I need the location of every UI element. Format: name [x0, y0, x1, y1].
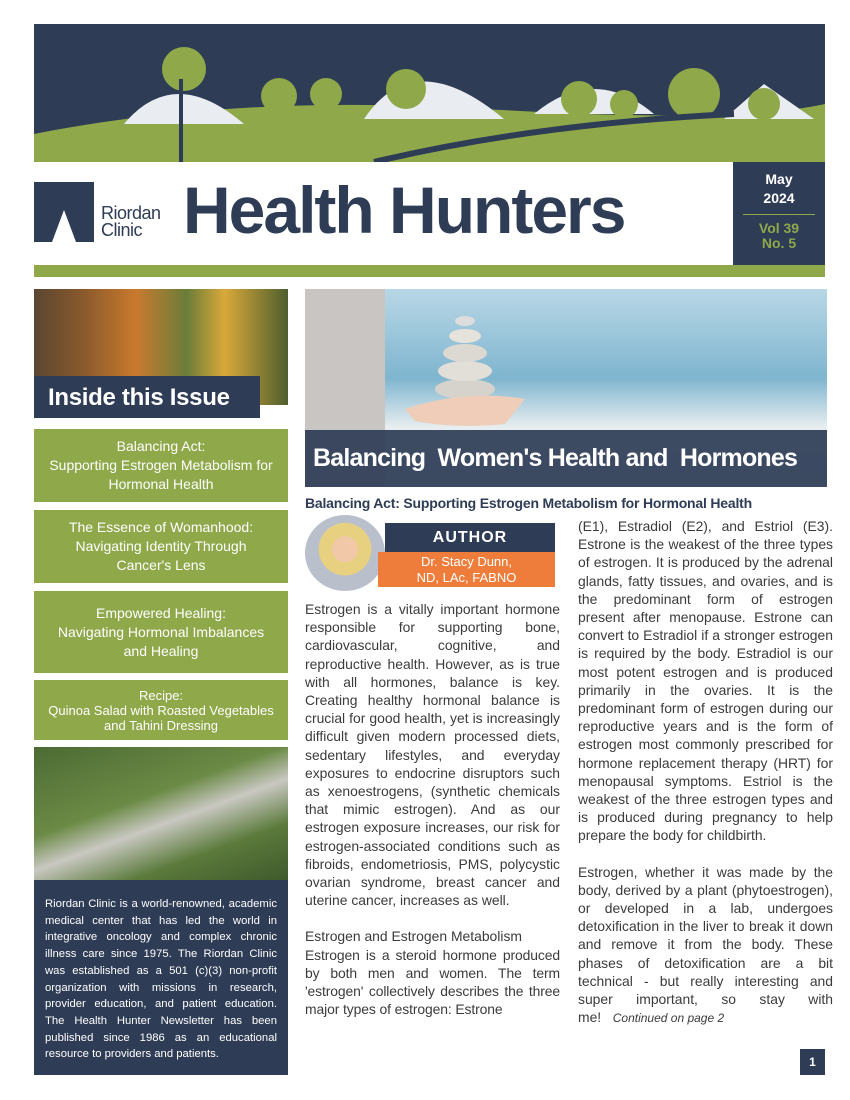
- section-heading: Estrogen and Estrogen Metabolism: [305, 928, 522, 945]
- article-column-1: [305, 600, 560, 1036]
- article-column-2: [578, 517, 833, 1045]
- logo-line1: Riordan: [101, 203, 161, 223]
- article-paragraph: Estrogen is a vitally important hormone responsible for supporting bone, cardiovascular, cognitive, and reproductive health. However, as is true with all hormones, balance is key. Creating healthy hormonal balance is crucial for good health, yet is increasingly difficult given modern processed diets, sedentary lifestyles, and everyday exposures to endocrine disruptors such as xenoestrogens, (synthetic chemicals that mimic estrogen). And as our estrogen exposure increases, our risk for estrogen-associated conditions such as fibroids, endometriosis, PMS, polycystic ovarian syndrome, breast cancer and uterine cancer, increases as well.: [305, 601, 560, 909]
- issue-volume: Vol 39: [758, 220, 800, 236]
- author-credentials: ND, LAc, FABNO: [416, 570, 517, 585]
- riordan-logo-mark: [34, 182, 94, 242]
- issue-number: No. 5: [761, 235, 797, 251]
- toc-title: Empowered Healing:: [96, 604, 226, 621]
- issue-date-box: [733, 162, 825, 265]
- toc-title: Balancing Act:: [116, 438, 206, 454]
- author-name: Dr. Stacy Dunn,: [420, 554, 513, 569]
- article-subtitle: Balancing Act: Supporting Estrogen Metabolism for Hormonal Health: [305, 495, 752, 511]
- toc-subtitle: Navigating Identity Through Cancer's Lens: [75, 538, 247, 573]
- about-clinic-text: Riordan Clinic is a world-renowned, academic medical center that has led the world in integrative oncology and complex chronic illness care since 1975. The Riordan Clinic was established as a 501 (c)(3) non-profit organization with missions in research, provider education, and patient education. The Health Hunter Newsletter has been published since 1986 as an educational resource to providers and patients.: [34, 880, 288, 1075]
- toc-title: The Essence of Womanhood:: [68, 519, 254, 535]
- issue-month: May: [765, 171, 793, 187]
- toc-subtitle: Quinoa Salad with Roasted Vegetables and Tahini Dressing: [48, 702, 274, 733]
- hero-title: Balancing Women's Health and Hormones: [305, 430, 827, 487]
- toc-item-empowered-healing[interactable]: [34, 591, 288, 673]
- toc-title: Recipe:: [138, 687, 184, 703]
- page-number: 1: [800, 1049, 825, 1075]
- toc-subtitle: Supporting Estrogen Metabolism for Hormonal Health: [49, 457, 273, 492]
- toc-subtitle: Navigating Hormonal Imbalances and Healing: [57, 623, 265, 659]
- toc-item-balancing-act[interactable]: [34, 429, 288, 502]
- author-label: AUTHOR: [385, 523, 555, 552]
- article-paragraph: (E1), Estradiol (E2), and Estriol (E3). Estrone is the weakest of the three types of estrogen. It is produced by the adrenal glands, fatty tissues, and ovaries, and is the predominant form of estrogen present after menopause. Estrone can convert to Estradiol if a stronger estrogen is required by the body. Estradiol is our most potent estrogen and is produced primarily in the ovaries. It is the predominant form of estrogen during our reproductive years and is the form of estrogen most commonly prescribed for hormone replacement therapy (HRT) for menopausal symptoms. Estriol is the weakest of the three estrogen types and is produced during pregnancy to help prepare the body for childbirth.: [578, 518, 833, 844]
- author-photo: [305, 515, 385, 591]
- toc-item-essence-womanhood[interactable]: [34, 510, 288, 583]
- newsletter-title: Health Hunters: [183, 173, 625, 247]
- inside-issue-heading: Inside this Issue: [34, 376, 260, 418]
- article-paragraph: [578, 863, 833, 1028]
- continued-link[interactable]: Continued on page 2: [612, 1011, 725, 1026]
- paragraph-text: Estrogen, whether it was made by the body, derived by a plant (phytoestrogen), or developed in a lab, undergoes detoxification in the liver to break it down and remove it from the body. These phases of detoxification are a bit technical - but really interesting and super important, so stay with me!: [578, 863, 833, 1026]
- toc-item-recipe[interactable]: [34, 680, 288, 740]
- author-name-box: [378, 552, 555, 587]
- article-paragraph: Estrogen is a steroid hormone produced by both men and women. The term 'estrogen' collectively describes the three major types of estrogen: Estrone: [305, 946, 560, 1018]
- banner-illustration: [34, 24, 825, 162]
- issue-year: 2024: [763, 190, 795, 206]
- clinic-aerial-photo: [34, 747, 288, 880]
- green-divider-bar: [34, 265, 825, 277]
- logo-line2: Clinic: [101, 220, 143, 240]
- divider: [743, 214, 815, 215]
- riordan-logo-text: [101, 205, 161, 239]
